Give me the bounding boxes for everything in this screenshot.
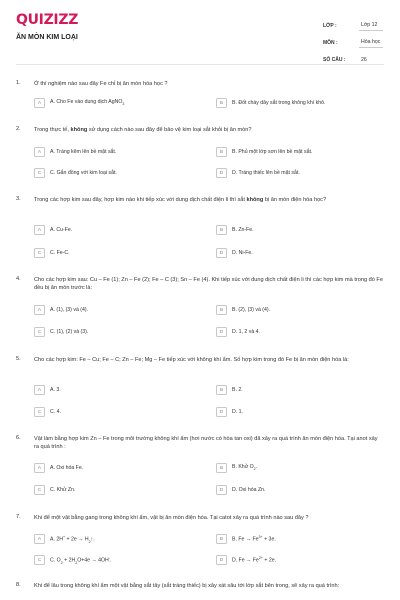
question-text: Vật làm bằng hợp kim Zn – Fe trong môi trường không khí ẩm (hơi nước có hòa tan oxi) đã xảy ra quá trình ăn mòn điện hóa. Tại anot xảy ra quá trình : xyxy=(34,436,378,450)
option-c[interactable] xyxy=(34,485,75,495)
option-letter: B xyxy=(216,147,227,157)
question-8 xyxy=(16,582,384,600)
option-b[interactable] xyxy=(216,463,257,473)
option-text: A. (1), (3) và (4). xyxy=(50,307,89,313)
meta-value: 26 xyxy=(361,57,367,63)
option-c[interactable] xyxy=(34,327,88,337)
option-letter: A xyxy=(34,463,45,473)
option-letter: A xyxy=(34,225,45,235)
option-d[interactable] xyxy=(216,327,260,337)
option-text: C. 4. xyxy=(50,409,61,415)
question-text: Trong thực tế, không sử dụng cách nào sau đây để bảo vệ kim loại sắt khỏi bị ăn mòn? xyxy=(34,127,252,133)
option-text: A. $2H^+ + 2e \to H_2↑$. xyxy=(50,534,95,544)
option-text: D. Tráng thiếc lên bề mặt sắt. xyxy=(232,170,300,176)
option-letter: A xyxy=(34,385,45,395)
option-letter: B xyxy=(216,385,227,395)
meta-label: SỐ CÂU : xyxy=(323,57,346,63)
option-letter: B xyxy=(216,463,227,473)
question-number: 8. xyxy=(16,582,21,588)
question-text: Khi để lâu trong không khí ẩm một vật bằng sắt tây (sắt tráng thiếc) bị xây xát sâu tới lớp sắt bên trong, sẽ xảy ra quá trình: xyxy=(34,583,340,589)
option-letter: A xyxy=(34,98,45,108)
question-text: Khi để một vật bằng gang trong không khí ẩm, vật bị ăn mòn điện hóa. Tại catot xảy ra quá trình nào sau đây ? xyxy=(34,515,309,521)
option-text: A. 3. xyxy=(50,387,61,393)
option-b[interactable] xyxy=(216,385,243,395)
option-letter: A xyxy=(34,305,45,315)
option-b[interactable] xyxy=(216,534,276,544)
question-5 xyxy=(16,356,384,426)
option-text: C. (1), (2) và (3). xyxy=(50,329,89,335)
option-a[interactable] xyxy=(34,534,95,544)
option-text: C. Gắn đồng với kim loại sắt. xyxy=(50,170,117,176)
header-divider xyxy=(16,64,384,65)
option-d[interactable] xyxy=(216,555,276,565)
question-text: Cho các hợp kim: Fe – Cu; Fe – C; Zn – Fe; Mg – Fe tiếp xúc với không khí ẩm. Số hợp kim trong đó Fe bị ăn mòn điện hóa là: xyxy=(34,357,349,363)
worksheet-header xyxy=(0,0,400,66)
option-b[interactable] xyxy=(216,147,312,157)
question-1 xyxy=(16,80,384,110)
option-c[interactable] xyxy=(34,168,117,178)
question-2 xyxy=(16,126,384,186)
option-text: B. Zn-Fe. xyxy=(232,227,254,233)
meta-row-count xyxy=(323,48,383,65)
question-7 xyxy=(16,514,384,574)
question-4 xyxy=(16,276,384,346)
option-b[interactable] xyxy=(216,98,325,108)
option-text: B. Đốt cháy dây sắt trong không khí khô. xyxy=(232,100,326,106)
meta-row-subject xyxy=(323,31,383,48)
option-letter: B xyxy=(216,534,227,544)
meta-label: LỚP : xyxy=(323,23,337,29)
meta-label: MÔN : xyxy=(323,40,338,46)
option-a[interactable] xyxy=(34,98,124,108)
option-text: A. Tráng kẽm lên bề mặt sắt. xyxy=(50,149,117,155)
option-d[interactable] xyxy=(216,485,265,495)
option-letter: B xyxy=(216,98,227,108)
option-c[interactable] xyxy=(34,555,111,565)
option-letter: C xyxy=(34,248,45,258)
option-text: B. Khử $O_2$. xyxy=(232,464,258,472)
option-c[interactable] xyxy=(34,407,61,417)
worksheet-title: ĂN MÒN KIM LOẠI xyxy=(16,34,78,41)
option-d[interactable] xyxy=(216,407,243,417)
question-number: 1. xyxy=(16,80,21,86)
meta-value: Lớp 12 xyxy=(359,22,383,31)
question-number: 5. xyxy=(16,356,21,362)
question-text: Trong các hợp kim sau đây, hợp kim nào khi tiếp xúc với dung dịch chất điện li thì sắt không bị ăn mòn điện hóa học? xyxy=(34,197,327,203)
option-letter: C xyxy=(34,407,45,417)
option-letter: C xyxy=(34,168,45,178)
option-letter: D xyxy=(216,555,227,565)
option-text: A. Cu-Fe. xyxy=(50,227,73,233)
option-d[interactable] xyxy=(216,248,253,258)
option-letter: B xyxy=(216,305,227,315)
option-b[interactable] xyxy=(216,305,270,315)
option-a[interactable] xyxy=(34,305,88,315)
option-d[interactable] xyxy=(216,168,300,178)
question-text: Cho các hợp kim sau: Cu – Fe (1); Zn – Fe (2); Fe – C (3); Sn – Fe (4). Khi tiếp xúc với dung dịch chất điện li thì các hợp kim mà trong đó Fe đều bị ăn mòn trước là: xyxy=(34,277,383,291)
option-b[interactable] xyxy=(216,225,254,235)
option-text: D. 1. xyxy=(232,409,243,415)
option-letter: D xyxy=(216,248,227,258)
option-text: B. 2. xyxy=(232,387,243,393)
option-letter: D xyxy=(216,407,227,417)
option-c[interactable] xyxy=(34,248,70,258)
option-text: C. Fe-C. xyxy=(50,250,70,256)
option-text: D. $Fe \to Fe^{2+} + 2e$. xyxy=(232,556,277,564)
option-text: D. Oxi hóa Zn. xyxy=(232,487,266,493)
option-text: C. Khử Zn. xyxy=(50,487,76,493)
quizizz-logo: QUIZIZZ xyxy=(16,12,79,28)
question-number: 4. xyxy=(16,276,21,282)
question-6 xyxy=(16,435,384,505)
option-text: B. (2), (3) và (4). xyxy=(232,307,271,313)
option-a[interactable] xyxy=(34,225,72,235)
option-letter: C xyxy=(34,485,45,495)
option-a[interactable] xyxy=(34,463,83,473)
option-text: A. Cho Fe vào dung dịch AgNO$_3$ xyxy=(50,99,125,107)
question-number: 3. xyxy=(16,196,21,202)
question-number: 2. xyxy=(16,126,21,132)
option-letter: C xyxy=(34,327,45,337)
option-letter: A xyxy=(34,534,45,544)
option-text: D. Ni-Fe. xyxy=(232,250,253,256)
option-letter: C xyxy=(34,555,45,565)
option-text: B. $Fe \to Fe^{3+} + 3e$. xyxy=(232,535,276,543)
option-text: C. $O_2 + 2H_2O+4e \to 4OH^-$. xyxy=(50,555,112,565)
option-a[interactable] xyxy=(34,385,61,395)
option-a[interactable] xyxy=(34,147,116,157)
question-number: 6. xyxy=(16,435,21,441)
question-3 xyxy=(16,196,384,266)
option-text: A. Oxi hóa Fe. xyxy=(50,465,84,471)
question-text: Ở thí nghiệm nào sau đây Fe chỉ bị ăn mòn hóa học ? xyxy=(34,81,168,87)
option-letter: B xyxy=(216,225,227,235)
option-letter: D xyxy=(216,485,227,495)
option-text: D. 1, 2 và 4. xyxy=(232,329,260,335)
option-letter: D xyxy=(216,327,227,337)
option-letter: D xyxy=(216,168,227,178)
meta-value: Hóa học xyxy=(359,39,383,48)
question-number: 7. xyxy=(16,514,21,520)
option-letter: A xyxy=(34,147,45,157)
worksheet-meta xyxy=(323,14,383,65)
meta-row-class xyxy=(323,14,383,31)
option-text: B. Phủ một lớp sơn lên bề mặt sắt. xyxy=(232,149,313,155)
